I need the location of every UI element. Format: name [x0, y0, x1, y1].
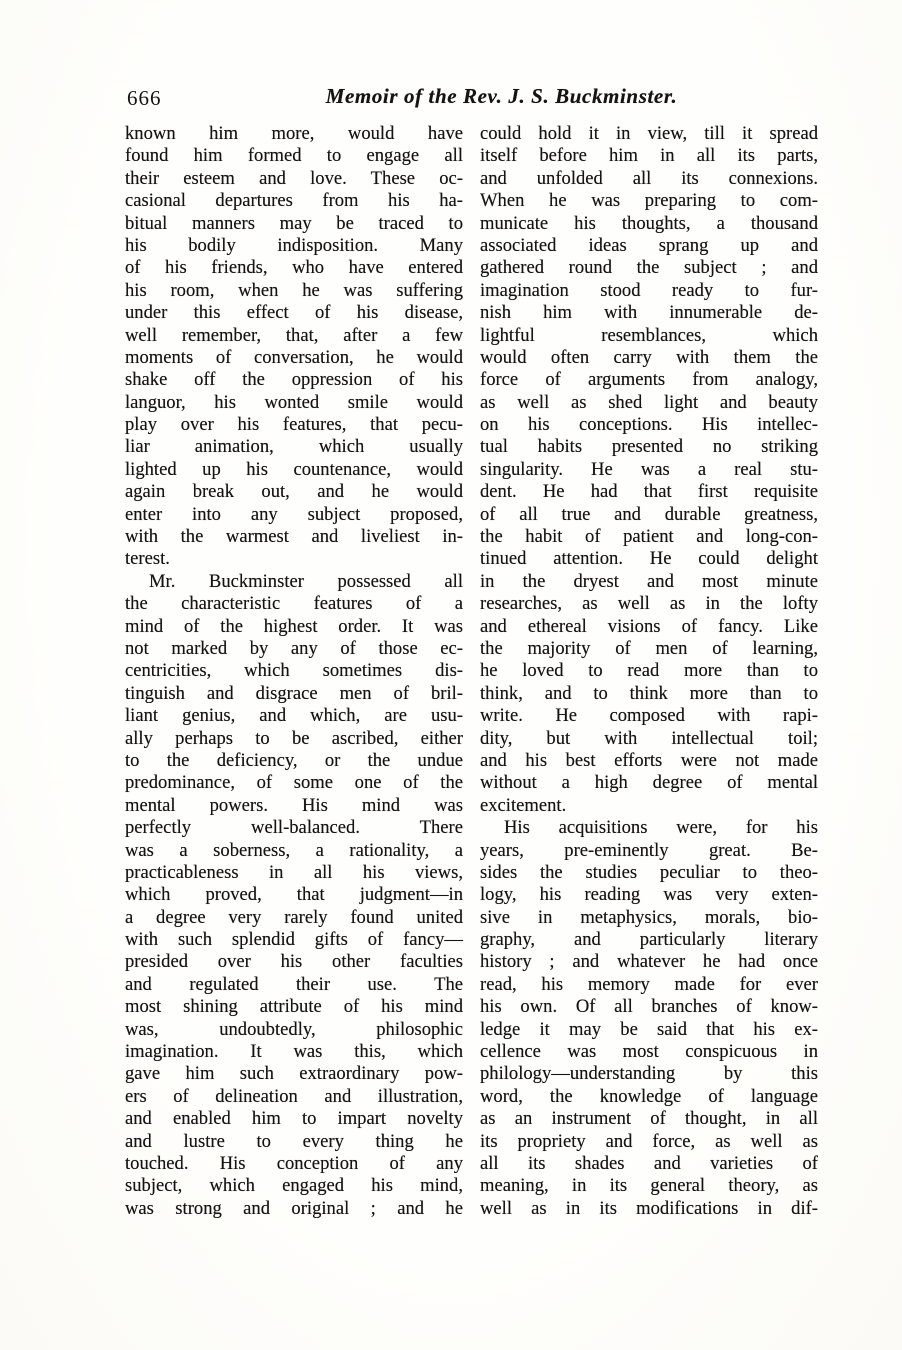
- text-line: would often carry with them the: [480, 346, 818, 368]
- text-line: not marked by any of those ec-: [125, 637, 463, 659]
- text-line: philology—understanding by this: [480, 1063, 818, 1085]
- text-line: most shining attribute of his mind: [125, 996, 463, 1018]
- text-line: ally perhaps to be ascribed, either: [125, 727, 463, 749]
- text-line: municate his thoughts, a thousand: [480, 212, 818, 234]
- page-number: 666: [127, 86, 162, 110]
- text-columns: [125, 123, 818, 1220]
- text-line: without a high degree of mental: [480, 772, 818, 794]
- text-line: associated ideas sprang up and: [480, 234, 818, 256]
- text-line: practicableness in all his views,: [125, 861, 463, 883]
- text-line: could hold it in view, till it spread: [480, 123, 818, 144]
- text-line: write. He composed with rapi-: [480, 705, 818, 727]
- text-line: tinued attention. He could delight: [480, 548, 818, 570]
- text-line: was a soberness, a rationality, a: [125, 839, 463, 861]
- text-line: tinguish and disgrace men of bril-: [125, 682, 463, 704]
- text-line: his bodily indisposition. Many: [125, 234, 463, 256]
- text-line: singularity. He was a real stu-: [480, 458, 818, 480]
- text-line: itself before him in all its parts,: [480, 145, 818, 167]
- text-line: imagination. It was this, which: [125, 1041, 463, 1063]
- text-line: as an instrument of thought, in all: [480, 1108, 818, 1130]
- text-line: under this effect of his disease,: [125, 302, 463, 324]
- text-line: excitement.: [480, 794, 567, 816]
- text-line: a degree very rarely found united: [125, 906, 463, 928]
- text-line: predominance, of some one of the: [125, 772, 463, 794]
- text-line: touched. His conception of any: [125, 1152, 463, 1174]
- text-line: as well as shed light and beauty: [480, 391, 818, 413]
- text-line: When he was preparing to com-: [480, 190, 818, 212]
- text-line: word, the knowledge of language: [480, 1085, 818, 1107]
- text-line: subject, which engaged his mind,: [125, 1175, 463, 1197]
- text-line: of all true and durable greatness,: [480, 503, 818, 525]
- text-line: all its shades and varieties of: [480, 1152, 818, 1174]
- text-line: mental powers. His mind was: [125, 794, 463, 816]
- text-line: again break out, and he would: [125, 481, 463, 503]
- text-line: the habit of patient and long-con-: [480, 526, 818, 548]
- text-line: of his friends, who have entered: [125, 257, 463, 279]
- running-title: Memoir of the Rev. J. S. Buckminster.: [325, 84, 678, 108]
- text-line: nish him with innumerable de-: [480, 302, 818, 324]
- text-line: graphy, and particularly literary: [480, 929, 818, 951]
- text-line: his room, when he was suffering: [125, 279, 463, 301]
- text-line: centricities, which sometimes dis-: [125, 660, 463, 682]
- text-line: and ethereal visions of fancy. Like: [480, 615, 818, 637]
- text-line: mind of the highest order. It was: [125, 615, 463, 637]
- text-line: history ; and whatever he had once: [480, 951, 818, 973]
- text-line: on his conceptions. His intellec-: [480, 414, 818, 436]
- text-line: bitual manners may be traced to: [125, 212, 463, 234]
- text-line: imagination stood ready to fur-: [480, 279, 818, 301]
- text-line: their esteem and love. These oc-: [125, 167, 463, 189]
- text-line: presided over his other faculties: [125, 951, 463, 973]
- text-line: known him more, would have: [125, 123, 463, 144]
- text-line: tual habits presented no striking: [480, 436, 818, 458]
- text-line: and unfolded all its connexions.: [480, 167, 818, 189]
- text-line: to the deficiency, or the undue: [125, 749, 463, 771]
- text-line: which proved, that judgment—in: [125, 884, 463, 906]
- text-line: and enabled him to impart novelty: [125, 1108, 463, 1130]
- text-line: think, and to think more than to: [480, 682, 818, 704]
- text-line: moments of conversation, he would: [125, 346, 463, 368]
- text-line: His acquisitions were, for his: [504, 817, 818, 839]
- text-line: terest.: [125, 548, 170, 570]
- text-line: was, undoubtedly, philosophic: [125, 1018, 463, 1040]
- text-line: shake off the oppression of his: [125, 369, 463, 391]
- page-header: [125, 84, 818, 114]
- text-line: gathered round the subject ; and: [480, 257, 818, 279]
- text-line: with such splendid gifts of fancy—: [125, 929, 463, 951]
- text-line: well as in its modifications in dif-: [480, 1197, 818, 1219]
- text-line: well remember, that, after a few: [125, 324, 463, 346]
- text-line: in the dryest and most minute: [480, 570, 818, 592]
- text-line: liant genius, and which, are usu-: [125, 705, 463, 727]
- text-line: and lustre to every thing he: [125, 1130, 463, 1152]
- text-line: was strong and original ; and he: [125, 1197, 463, 1219]
- text-line: read, his memory made for ever: [480, 973, 818, 995]
- text-line: and his best efforts were not made: [480, 749, 818, 771]
- text-line: researches, as well as in the lofty: [480, 593, 818, 615]
- text-line: years, pre-eminently great. Be-: [480, 839, 818, 861]
- text-line: meaning, in its general theory, as: [480, 1175, 818, 1197]
- left-column: [125, 123, 463, 1220]
- text-line: ers of delineation and illustration,: [125, 1085, 463, 1107]
- text-line: the characteristic features of a: [125, 593, 463, 615]
- text-line: logy, his reading was very exten-: [480, 884, 818, 906]
- text-line: enter into any subject proposed,: [125, 503, 463, 525]
- text-line: casional departures from his ha-: [125, 190, 463, 212]
- text-line: Mr. Buckminster possessed all: [149, 570, 463, 592]
- text-line: ledge it may be said that his ex-: [480, 1018, 818, 1040]
- text-line: sive in metaphysics, morals, bio-: [480, 906, 818, 928]
- text-line: force of arguments from analogy,: [480, 369, 818, 391]
- text-line: dent. He had that first requisite: [480, 481, 818, 503]
- text-line: languor, his wonted smile would: [125, 391, 463, 413]
- text-line: found him formed to engage all: [125, 145, 463, 167]
- text-line: perfectly well-balanced. There: [125, 817, 463, 839]
- text-line: with the warmest and liveliest in-: [125, 526, 463, 548]
- text-line: sides the studies peculiar to theo-: [480, 861, 818, 883]
- text-line: dity, but with intellectual toil;: [480, 727, 818, 749]
- text-line: he loved to read more than to: [480, 660, 818, 682]
- text-line: and regulated their use. The: [125, 973, 463, 995]
- right-column: [480, 123, 818, 1220]
- text-line: lighted up his countenance, would: [125, 458, 463, 480]
- text-line: cellence was most conspicuous in: [480, 1041, 818, 1063]
- text-line: his own. Of all branches of know-: [480, 996, 818, 1018]
- text-line: play over his features, that pecu-: [125, 414, 463, 436]
- text-line: its propriety and force, as well as: [480, 1130, 818, 1152]
- text-line: gave him such extraordinary pow-: [125, 1063, 463, 1085]
- text-line: the majority of men of learning,: [480, 637, 818, 659]
- text-line: liar animation, which usually: [125, 436, 463, 458]
- text-line: lightful resemblances, which: [480, 324, 818, 346]
